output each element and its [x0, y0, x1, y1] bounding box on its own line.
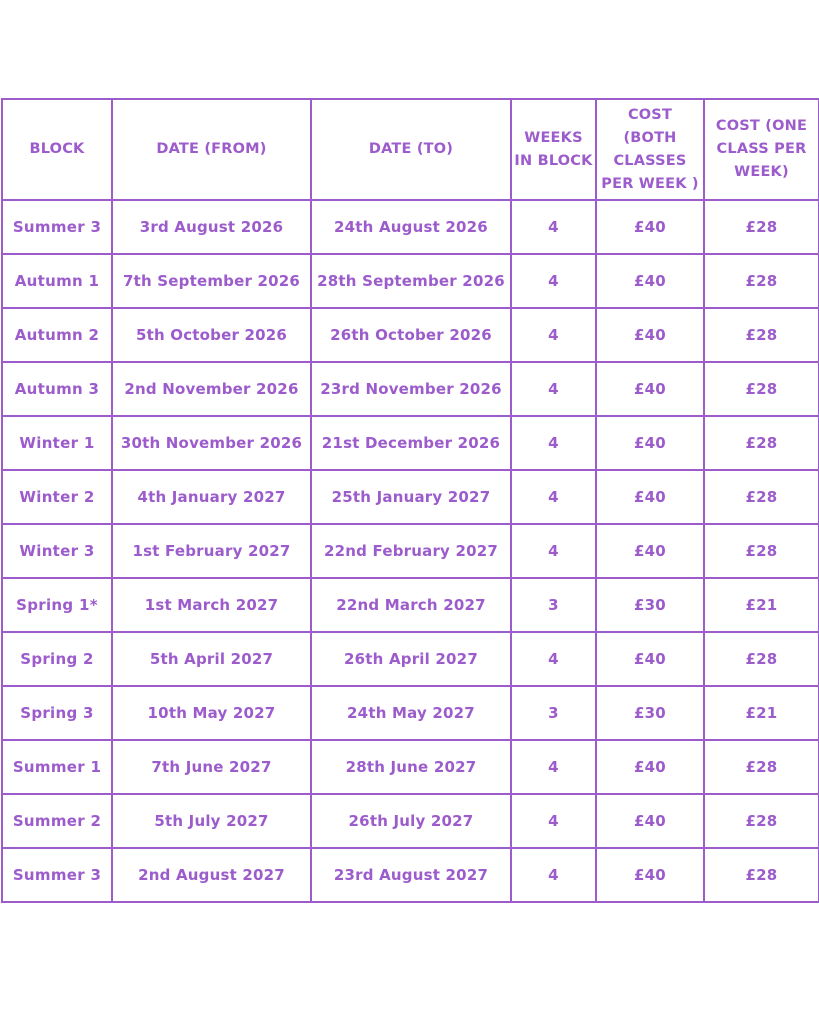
cost-both-cell: £40: [596, 362, 704, 416]
date-to-cell: 21st December 2026: [311, 416, 511, 470]
block-cell: Summer 2: [2, 794, 112, 848]
date-to-cell: 26th October 2026: [311, 308, 511, 362]
block-cell: Winter 2: [2, 470, 112, 524]
cost-one-cell: £28: [704, 416, 819, 470]
table-row: [2, 254, 819, 308]
weeks-cell: 3: [511, 686, 596, 740]
date-from-cell: 30th November 2026: [112, 416, 311, 470]
header-cost-both-classes: COST (BOTH CLASSES PER WEEK ): [596, 99, 704, 200]
date-to-cell: 22nd March 2027: [311, 578, 511, 632]
table-row: [2, 470, 819, 524]
table-row: [2, 308, 819, 362]
weeks-cell: 4: [511, 848, 596, 902]
cost-both-cell: £40: [596, 308, 704, 362]
table-row: [2, 686, 819, 740]
block-cell: Spring 3: [2, 686, 112, 740]
table-row: [2, 362, 819, 416]
header-block: BLOCK: [2, 99, 112, 200]
cost-one-cell: £28: [704, 794, 819, 848]
table-row: [2, 740, 819, 794]
date-from-cell: 5th April 2027: [112, 632, 311, 686]
weeks-cell: 4: [511, 740, 596, 794]
date-to-cell: 24th May 2027: [311, 686, 511, 740]
date-from-cell: 3rd August 2026: [112, 200, 311, 254]
cost-one-cell: £28: [704, 200, 819, 254]
table-row: [2, 632, 819, 686]
date-to-cell: 28th September 2026: [311, 254, 511, 308]
date-from-cell: 2nd August 2027: [112, 848, 311, 902]
cost-one-cell: £28: [704, 470, 819, 524]
weeks-cell: 4: [511, 416, 596, 470]
date-from-cell: 5th October 2026: [112, 308, 311, 362]
date-to-cell: 23rd August 2027: [311, 848, 511, 902]
cost-one-cell: £28: [704, 524, 819, 578]
cost-one-cell: £28: [704, 848, 819, 902]
table-row: [2, 848, 819, 902]
date-to-cell: 28th June 2027: [311, 740, 511, 794]
cost-both-cell: £40: [596, 200, 704, 254]
date-to-cell: 26th April 2027: [311, 632, 511, 686]
date-to-cell: 22nd February 2027: [311, 524, 511, 578]
cost-one-cell: £28: [704, 362, 819, 416]
cost-both-cell: £40: [596, 848, 704, 902]
cost-both-cell: £40: [596, 524, 704, 578]
header-cost-one-class: COST (ONE CLASS PER WEEK): [704, 99, 819, 200]
cost-both-cell: £40: [596, 632, 704, 686]
cost-both-cell: £40: [596, 470, 704, 524]
block-cell: Spring 1*: [2, 578, 112, 632]
weeks-cell: 4: [511, 254, 596, 308]
header-date-to: DATE (TO): [311, 99, 511, 200]
block-cell: Autumn 3: [2, 362, 112, 416]
weeks-cell: 4: [511, 308, 596, 362]
weeks-cell: 4: [511, 362, 596, 416]
table-row: [2, 416, 819, 470]
block-cell: Summer 3: [2, 848, 112, 902]
cost-one-cell: £28: [704, 254, 819, 308]
cost-both-cell: £40: [596, 416, 704, 470]
date-from-cell: 1st March 2027: [112, 578, 311, 632]
date-to-cell: 26th July 2027: [311, 794, 511, 848]
block-cell: Spring 2: [2, 632, 112, 686]
block-cell: Autumn 2: [2, 308, 112, 362]
header-date-from: DATE (FROM): [112, 99, 311, 200]
date-from-cell: 7th September 2026: [112, 254, 311, 308]
header-weeks-in-block: WEEKS IN BLOCK: [511, 99, 596, 200]
cost-one-cell: £28: [704, 308, 819, 362]
date-from-cell: 5th July 2027: [112, 794, 311, 848]
block-cell: Autumn 1: [2, 254, 112, 308]
date-from-cell: 7th June 2027: [112, 740, 311, 794]
table-row: [2, 524, 819, 578]
cost-one-cell: £28: [704, 740, 819, 794]
cost-both-cell: £30: [596, 686, 704, 740]
table-row: [2, 578, 819, 632]
block-cell: Summer 3: [2, 200, 112, 254]
weeks-cell: 4: [511, 632, 596, 686]
date-from-cell: 4th January 2027: [112, 470, 311, 524]
date-to-cell: 24th August 2026: [311, 200, 511, 254]
block-cell: Winter 1: [2, 416, 112, 470]
cost-both-cell: £40: [596, 254, 704, 308]
cost-one-cell: £21: [704, 578, 819, 632]
table-body: [2, 200, 819, 902]
cost-one-cell: £28: [704, 632, 819, 686]
block-cell: Summer 1: [2, 740, 112, 794]
table-row: [2, 794, 819, 848]
weeks-cell: 4: [511, 794, 596, 848]
table-row: [2, 200, 819, 254]
weeks-cell: 3: [511, 578, 596, 632]
date-to-cell: 25th January 2027: [311, 470, 511, 524]
cost-both-cell: £30: [596, 578, 704, 632]
weeks-cell: 4: [511, 200, 596, 254]
weeks-cell: 4: [511, 470, 596, 524]
header-row: [2, 99, 819, 200]
block-schedule-table: [1, 98, 819, 903]
block-cell: Winter 3: [2, 524, 112, 578]
date-from-cell: 2nd November 2026: [112, 362, 311, 416]
cost-both-cell: £40: [596, 740, 704, 794]
date-from-cell: 10th May 2027: [112, 686, 311, 740]
date-to-cell: 23rd November 2026: [311, 362, 511, 416]
cost-one-cell: £21: [704, 686, 819, 740]
cost-both-cell: £40: [596, 794, 704, 848]
weeks-cell: 4: [511, 524, 596, 578]
date-from-cell: 1st February 2027: [112, 524, 311, 578]
